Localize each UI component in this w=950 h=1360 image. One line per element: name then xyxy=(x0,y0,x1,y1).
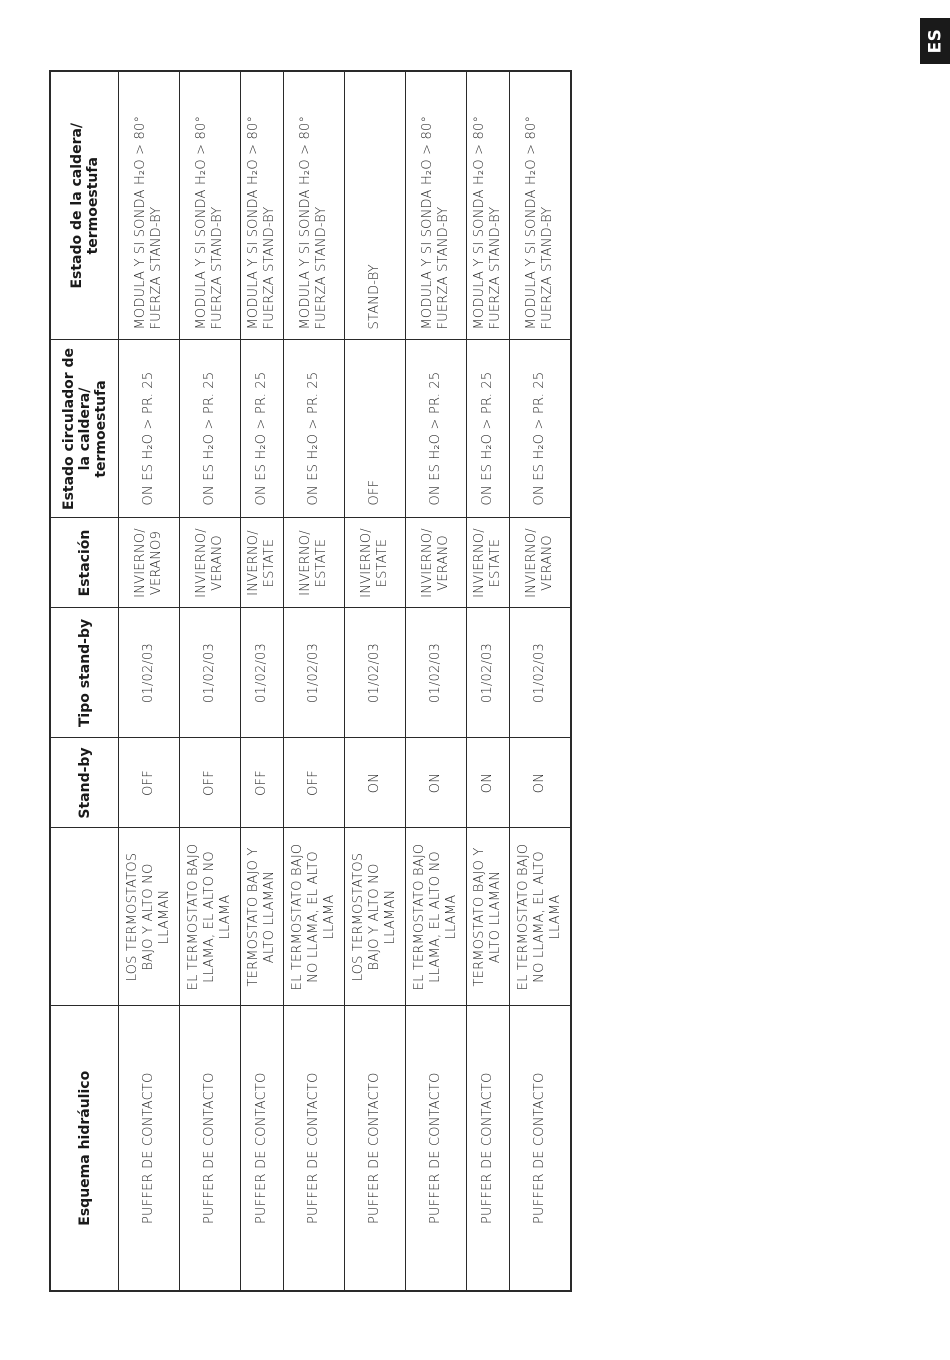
header-circulador: Estado circulador de la caldera/ termoestufa xyxy=(50,340,119,518)
cell-tipo: 01/02/03 xyxy=(119,608,180,738)
header-esquema: Esquema hidráulico xyxy=(50,1006,119,1291)
cell-termostatos: TERMOSTATO BAJO Y ALTO LLAMAN xyxy=(241,828,284,1006)
cell-circulador: ON ES H₂O > PR. 25 xyxy=(283,340,344,518)
cell-estado: MODULA Y SI SONDA H₂O > 80° FUERZA STAND-BY xyxy=(283,71,344,340)
cell-standby: OFF xyxy=(241,738,284,828)
cell-circulador: ON ES H₂O > PR. 25 xyxy=(241,340,284,518)
cell-termostatos: LOS TERMOSTATOS BAJO Y ALTO NO LLAMAN xyxy=(119,828,180,1006)
cell-termostatos: EL TERMOSTATO BAJO LLAMA, EL ALTO NO LLAMA xyxy=(406,828,467,1006)
cell-estacion: INVIERNO/ VERANO xyxy=(509,518,571,608)
cell-tipo: 01/02/03 xyxy=(283,608,344,738)
cell-esquema: PUFFER DE CONTACTO xyxy=(344,1006,405,1291)
cell-circulador: OFF xyxy=(344,340,405,518)
cell-estacion: INVIERNO/ ESTATE xyxy=(467,518,510,608)
cell-tipo: 01/02/03 xyxy=(241,608,284,738)
header-standby: Stand-by xyxy=(50,738,119,828)
cell-circulador: ON ES H₂O > PR. 25 xyxy=(467,340,510,518)
table-row xyxy=(406,71,467,1291)
cell-circulador: ON ES H₂O > PR. 25 xyxy=(180,340,241,518)
cell-standby: ON xyxy=(344,738,405,828)
cell-estado: MODULA Y SI SONDA H₂O > 80° FUERZA STAND-BY xyxy=(180,71,241,340)
cell-tipo: 01/02/03 xyxy=(406,608,467,738)
cell-estacion: INVERNO/ ESTATE xyxy=(241,518,284,608)
cell-termostatos: EL TERMOSTATO BAJO NO LLAMA, EL ALTO LLAMA xyxy=(283,828,344,1006)
cell-termostatos: EL TERMOSTATO BAJO NO LLAMA, EL ALTO LLAMA xyxy=(509,828,571,1006)
table-row xyxy=(344,71,405,1291)
cell-standby: ON xyxy=(406,738,467,828)
header-tipo: Tipo stand-by xyxy=(50,608,119,738)
cell-standby: OFF xyxy=(119,738,180,828)
cell-estado: MODULA Y SI SONDA H₂O > 80° FUERZA STAND-BY xyxy=(467,71,510,340)
table-row xyxy=(119,71,180,1291)
table-row xyxy=(180,71,241,1291)
cell-tipo: 01/02/03 xyxy=(509,608,571,738)
table-container xyxy=(49,72,572,1292)
cell-estado: MODULA Y SI SONDA H₂O > 80° FUERZA STAND-BY xyxy=(509,71,571,340)
cell-esquema: PUFFER DE CONTACTO xyxy=(180,1006,241,1291)
cell-estacion: INVIERNO/ VERANO9 xyxy=(119,518,180,608)
cell-termostatos: LOS TERMOSTATOS BAJO Y ALTO NO LLAMAN xyxy=(344,828,405,1006)
table-row xyxy=(509,71,571,1291)
cell-tipo: 01/02/03 xyxy=(467,608,510,738)
cell-circulador: ON ES H₂O > PR. 25 xyxy=(119,340,180,518)
header-termostatos xyxy=(50,828,119,1006)
cell-esquema: PUFFER DE CONTACTO xyxy=(119,1006,180,1291)
cell-estado: STAND-BY xyxy=(344,71,405,340)
cell-estacion: INVIERNO/ VERANO xyxy=(406,518,467,608)
cell-tipo: 01/02/03 xyxy=(344,608,405,738)
hydraulic-table xyxy=(49,70,572,1292)
cell-standby: ON xyxy=(467,738,510,828)
cell-circulador: ON ES H₂O > PR. 25 xyxy=(406,340,467,518)
cell-estado: MODULA Y SI SONDA H₂O > 80° FUERZA STAND-BY xyxy=(406,71,467,340)
cell-esquema: PUFFER DE CONTACTO xyxy=(509,1006,571,1291)
rotated-table-frame xyxy=(49,72,572,1292)
language-label: ES xyxy=(924,28,945,54)
cell-esquema: PUFFER DE CONTACTO xyxy=(283,1006,344,1291)
cell-circulador: ON ES H₂O > PR. 25 xyxy=(509,340,571,518)
cell-esquema: PUFFER DE CONTACTO xyxy=(467,1006,510,1291)
table-header-row xyxy=(50,71,119,1291)
cell-esquema: PUFFER DE CONTACTO xyxy=(241,1006,284,1291)
table-row xyxy=(467,71,510,1291)
header-estado: Estado de la caldera/ termoestufa xyxy=(50,71,119,340)
cell-estacion: INVIERNO/ ESTATE xyxy=(344,518,405,608)
cell-termostatos: EL TERMOSTATO BAJO LLAMA, EL ALTO NO LLAMA xyxy=(180,828,241,1006)
table-row xyxy=(241,71,284,1291)
language-tab xyxy=(920,18,950,64)
cell-standby: ON xyxy=(509,738,571,828)
cell-standby: OFF xyxy=(180,738,241,828)
cell-esquema: PUFFER DE CONTACTO xyxy=(406,1006,467,1291)
cell-estado: MODULA Y SI SONDA H₂O > 80° FUERZA STAND-BY xyxy=(119,71,180,340)
cell-termostatos: TERMOSTATO BAJO Y ALTO LLAMAN xyxy=(467,828,510,1006)
cell-standby: OFF xyxy=(283,738,344,828)
table-row xyxy=(283,71,344,1291)
cell-estado: MODULA Y SI SONDA H₂O > 80° FUERZA STAND-BY xyxy=(241,71,284,340)
cell-tipo: 01/02/03 xyxy=(180,608,241,738)
header-estacion: Estación xyxy=(50,518,119,608)
cell-estacion: INVERNO/ ESTATE xyxy=(283,518,344,608)
cell-estacion: INVIERNO/ VERANO xyxy=(180,518,241,608)
